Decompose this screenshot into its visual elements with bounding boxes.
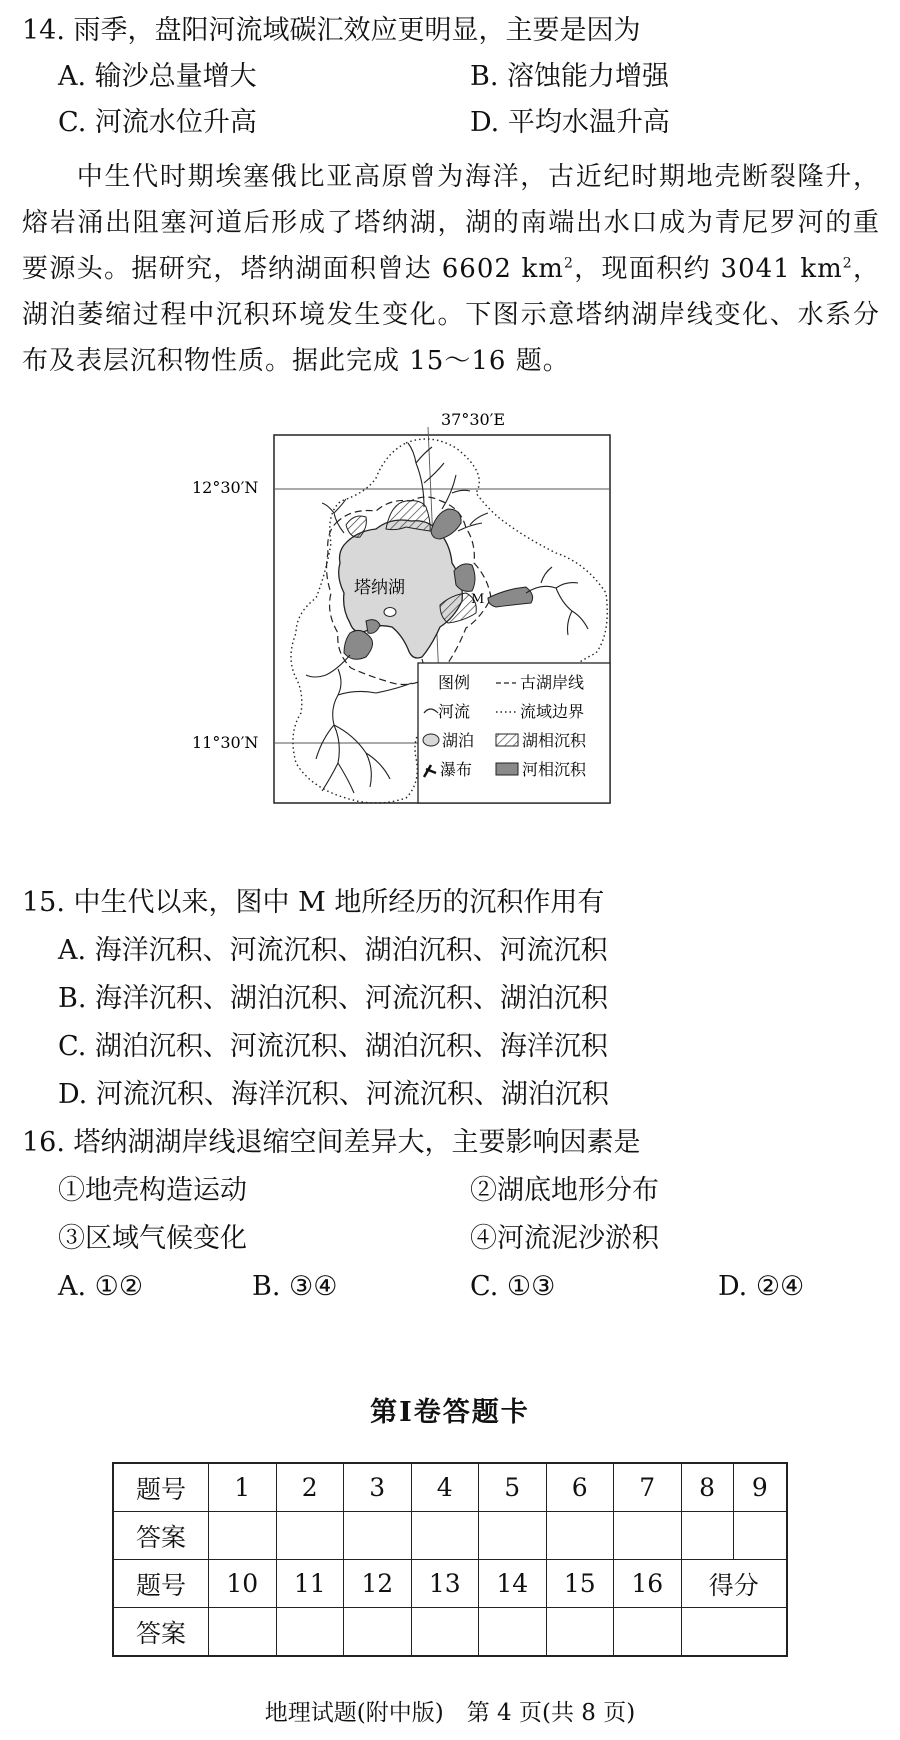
table-row (113, 1512, 787, 1560)
q16-factor-1: ①地壳构造运动 (58, 1175, 247, 1206)
legend-title: 图例 (438, 673, 471, 692)
lake-icon (423, 734, 439, 746)
passage-part-2: ，现面积约 3041 km (573, 254, 843, 284)
fluvial-deposit-southwest (344, 630, 373, 659)
answer-cell[interactable] (733, 1512, 787, 1560)
latitude-bottom-label: 11°30′N (192, 733, 259, 752)
answer-label: 答案 (113, 1512, 209, 1560)
q14-option-c: C. 河流水位升高 (58, 107, 257, 138)
question-number: 12 (344, 1560, 412, 1608)
q16-factor-2: ②湖底地形分布 (470, 1175, 659, 1206)
score-cell[interactable] (681, 1608, 787, 1657)
question-number: 10 (209, 1560, 277, 1608)
table-row (113, 1463, 787, 1512)
answer-cell[interactable] (344, 1512, 412, 1560)
question-number: 5 (479, 1463, 547, 1512)
question-number: 7 (614, 1463, 682, 1512)
answer-card-table (112, 1462, 788, 1657)
legend-ancient-shore: 古湖岸线 (520, 673, 585, 692)
fluvial-icon (496, 763, 518, 775)
answer-cell[interactable] (276, 1512, 344, 1560)
q16-option-b: B. ③④ (252, 1271, 338, 1302)
lacustrine-icon (496, 734, 518, 746)
answer-cell[interactable] (546, 1608, 614, 1657)
answer-cell[interactable] (681, 1512, 733, 1560)
q15-option-a: A. 海洋沉积、河流沉积、湖泊沉积、河流沉积 (58, 935, 608, 966)
question-number: 4 (411, 1463, 479, 1512)
q16-factor-3: ③区域气候变化 (58, 1223, 247, 1254)
question-number: 1 (209, 1463, 277, 1512)
legend-fluvial: 河相沉积 (522, 760, 587, 779)
answer-cell[interactable] (411, 1512, 479, 1560)
legend-lacustrine: 湖相沉积 (522, 731, 587, 750)
q14-option-d: D. 平均水温升高 (470, 107, 670, 138)
table-row (113, 1608, 787, 1657)
question-number: 11 (276, 1560, 344, 1608)
question-number: 3 (344, 1463, 412, 1512)
answer-cell[interactable] (344, 1608, 412, 1657)
table-row (113, 1560, 787, 1608)
q15-option-c: C. 湖泊沉积、河流沉积、湖泊沉积、海洋沉积 (58, 1031, 608, 1062)
answer-cell[interactable] (209, 1512, 277, 1560)
legend-basin-boundary: 流域边界 (520, 702, 585, 721)
q15-option-d: D. 河流沉积、海洋沉积、河流沉积、湖泊沉积 (58, 1079, 609, 1110)
answer-cell[interactable] (614, 1512, 682, 1560)
page-footer: 地理试题(附中版) 第 4 页(共 8 页) (264, 1700, 636, 1726)
answer-cell[interactable] (546, 1512, 614, 1560)
question-number: 14 (479, 1560, 547, 1608)
q16-stem: 16. 塔纳湖湖岸线退缩空间差异大，主要影响因素是 (22, 1127, 641, 1158)
lake-label: 塔纳湖 (354, 578, 405, 598)
q16-option-c: C. ①③ (470, 1271, 556, 1302)
question-number: 2 (276, 1463, 344, 1512)
answer-label: 答案 (113, 1608, 209, 1657)
row-header: 题号 (113, 1560, 209, 1608)
legend-lake: 湖泊 (442, 731, 475, 750)
score-label: 得分 (681, 1560, 787, 1608)
q16-option-d: D. ②④ (718, 1271, 805, 1302)
fluvial-deposit-southwest-2 (366, 620, 380, 634)
point-m-label: M (471, 592, 485, 607)
answer-cell[interactable] (411, 1608, 479, 1657)
longitude-label: 37°30′E (441, 410, 506, 429)
fluvial-deposit-gumara (488, 587, 533, 607)
q16-factor-4: ④河流泥沙淤积 (470, 1223, 659, 1254)
question-number: 6 (546, 1463, 614, 1512)
passage-part-1: 中生代时期埃塞俄比亚高原曾为海洋，古近纪时期地壳断裂隆升，熔岩涌出阻塞河道后形成了塔纳湖，湖的南端出水口成为青尼罗河的重要源头。据研究，塔纳湖面积曾达 6602 km (22, 162, 880, 284)
question-number: 15 (546, 1560, 614, 1608)
latitude-top-label: 12°30′N (192, 478, 259, 497)
answer-cell[interactable] (276, 1608, 344, 1657)
question-number: 8 (681, 1463, 733, 1512)
q14-option-b: B. 溶蚀能力增强 (470, 61, 670, 92)
superscript: 2 (563, 255, 574, 272)
question-number: 13 (411, 1560, 479, 1608)
answer-cell[interactable] (209, 1608, 277, 1657)
answer-cell[interactable] (479, 1512, 547, 1560)
fluvial-deposit-north (431, 509, 461, 539)
passage (22, 154, 880, 384)
q15-option-b: B. 海洋沉积、湖泊沉积、河流沉积、湖泊沉积 (58, 983, 609, 1014)
legend-waterfall: 瀑布 (440, 760, 473, 779)
tana-lake-map (192, 410, 684, 869)
question-number: 16 (614, 1560, 682, 1608)
answer-cell[interactable] (479, 1608, 547, 1657)
passage-part-3: ，湖泊萎缩过程中沉积环境发生变化。下图示意塔纳湖岸线变化、水系分布及表层沉积物性质。据此完成 15～16 题。 (22, 254, 880, 376)
q15-stem: 15. 中生代以来，图中 M 地所经历的沉积作用有 (22, 887, 605, 918)
map-legend (418, 663, 610, 803)
q14-stem: 14. 雨季，盘阳河流域碳汇效应更明显，主要是因为 (22, 15, 641, 46)
answer-cell[interactable] (614, 1608, 682, 1657)
superscript: 2 (842, 255, 853, 272)
q16-option-a: A. ①② (58, 1271, 144, 1302)
q14-option-a: A. 输沙总量增大 (58, 61, 257, 92)
answer-card-title: 第Ⅰ卷答题卡 (370, 1397, 530, 1428)
row-header: 题号 (113, 1463, 209, 1512)
legend-river: 河流 (438, 702, 471, 721)
question-number: 9 (733, 1463, 787, 1512)
island (384, 608, 396, 617)
